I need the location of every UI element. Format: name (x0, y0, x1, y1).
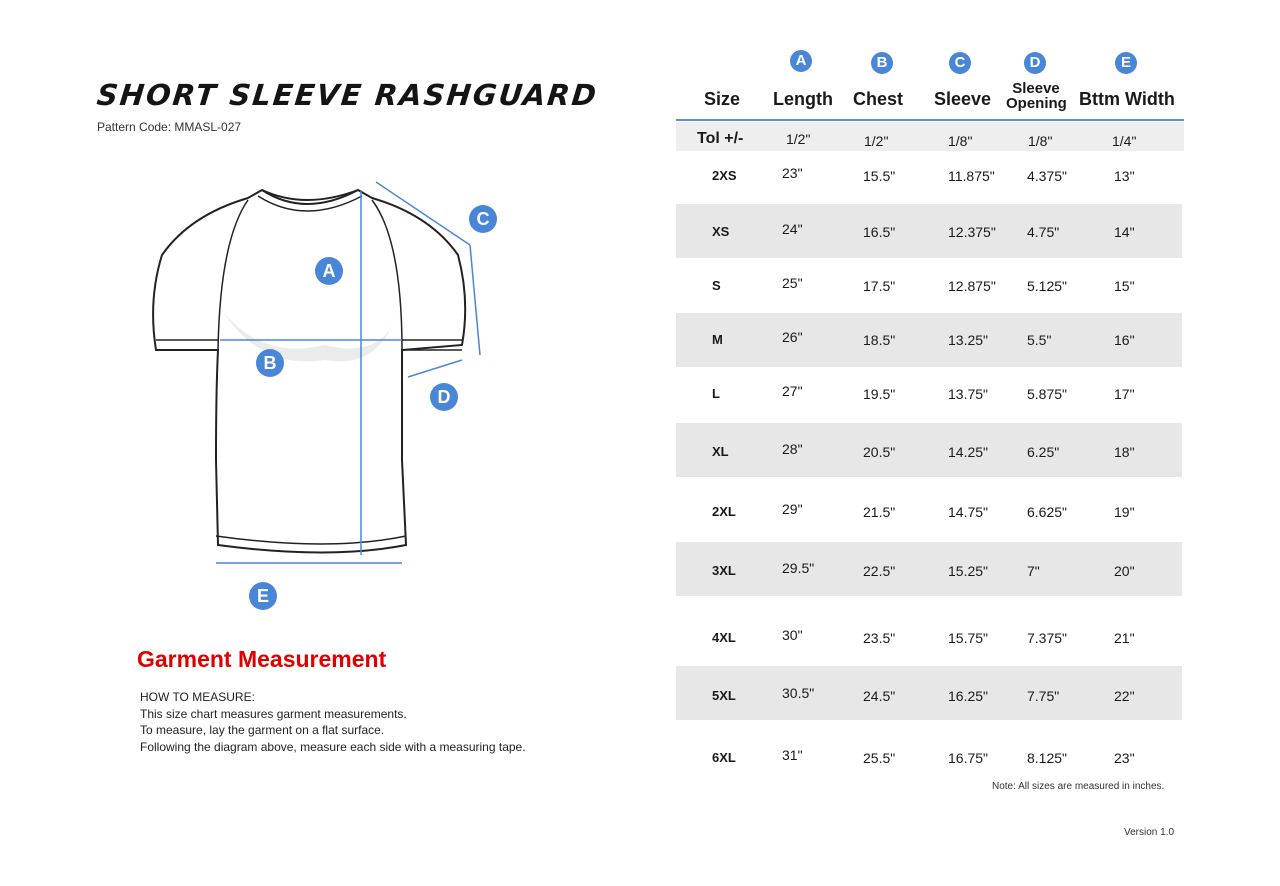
cell-length: 31" (782, 747, 803, 763)
cell-sleeve: 12.375" (948, 224, 996, 240)
cell-sleeve: 16.25" (948, 688, 989, 704)
shirt-outline (153, 190, 465, 553)
cell-sleeve: 14.75" (948, 504, 989, 520)
cell-length: 23" (782, 165, 803, 181)
header-badge-e: E (1115, 52, 1137, 74)
garment-diagram (140, 160, 520, 620)
header-sleeve: Sleeve (934, 89, 992, 109)
cell-sleeve-opening: 5.5" (1027, 332, 1052, 348)
cell-length: 24" (782, 221, 803, 237)
tolerance-bottom: 1/4" (1112, 133, 1137, 149)
cell-chest: 25.5" (863, 750, 896, 766)
cell-size: 4XL (712, 630, 736, 645)
cell-sleeve: 12.875" (948, 278, 996, 294)
diagram-label-b: B (256, 349, 284, 377)
table-row (676, 600, 1182, 666)
header-badge-c: C (949, 52, 971, 74)
cell-sleeve-opening: 8.125" (1027, 750, 1068, 766)
cell-size: M (712, 332, 723, 347)
cell-length: 29" (782, 501, 803, 517)
tolerance-length: 1/2" (786, 131, 811, 147)
cell-bottom-width: 15" (1114, 278, 1135, 294)
header-badge-a: A (790, 50, 812, 72)
cell-chest: 19.5" (863, 386, 896, 402)
cell-sleeve-opening: 6.25" (1027, 444, 1060, 460)
cell-length: 30.5" (782, 685, 815, 701)
table-row (676, 259, 1182, 313)
cell-sleeve-opening: 7.375" (1027, 630, 1068, 646)
cell-bottom-width: 16" (1114, 332, 1135, 348)
cell-bottom-width: 14" (1114, 224, 1135, 240)
cell-sleeve-opening: 7" (1027, 563, 1040, 579)
header-badge-b: B (871, 52, 893, 74)
measure-line-d (408, 360, 462, 377)
cell-sleeve: 14.25" (948, 444, 989, 460)
cell-bottom-width: 22" (1114, 688, 1135, 704)
cell-length: 30" (782, 627, 803, 643)
cell-sleeve-opening: 4.375" (1027, 168, 1068, 184)
cell-chest: 23.5" (863, 630, 896, 646)
diagram-label-a: A (315, 257, 343, 285)
cell-bottom-width: 19" (1114, 504, 1135, 520)
cell-length: 27" (782, 383, 803, 399)
header-size: Size (704, 89, 741, 109)
table-row (676, 204, 1182, 258)
rashguard-illustration (140, 160, 520, 620)
table-row (676, 150, 1182, 204)
diagram-label-c: C (469, 205, 497, 233)
cell-size: 2XL (712, 504, 736, 519)
page-title: SHORT SLEEVE RASHGUARD (95, 78, 600, 112)
cell-length: 29.5" (782, 560, 815, 576)
table-row (676, 722, 1182, 782)
how-to-line: Following the diagram above, measure each side with a measuring tape. (140, 739, 526, 754)
cell-sleeve: 13.25" (948, 332, 989, 348)
diagram-label-e: E (249, 582, 277, 610)
how-to-heading: HOW TO MEASURE: (140, 690, 255, 704)
cell-sleeve: 13.75" (948, 386, 989, 402)
table-row (676, 368, 1182, 422)
how-to-line: To measure, lay the garment on a flat surface. (140, 723, 385, 737)
cell-bottom-width: 23" (1114, 750, 1135, 766)
cell-size: 2XS (712, 168, 737, 183)
cell-bottom-width: 13" (1114, 168, 1135, 184)
cell-chest: 21.5" (863, 504, 896, 520)
cell-length: 26" (782, 329, 803, 345)
cell-chest: 15.5" (863, 168, 896, 184)
header-length: Length (773, 89, 833, 109)
how-to-line: This size chart measures garment measurements. (140, 706, 407, 721)
how-to-measure (140, 689, 526, 755)
cell-length: 25" (782, 275, 803, 291)
pattern-code: Pattern Code: MMASL-027 (97, 120, 242, 134)
tolerance-row (676, 122, 1184, 151)
table-row (676, 666, 1182, 720)
cell-length: 28" (782, 441, 803, 457)
header-bottom-width: Bttm Width (1079, 89, 1175, 109)
version-label: Version 1.0 (1124, 827, 1175, 838)
table-row (676, 423, 1182, 477)
cell-sleeve: 16.75" (948, 750, 989, 766)
cell-chest: 16.5" (863, 224, 896, 240)
cell-sleeve-opening: 7.75" (1027, 688, 1060, 704)
cell-bottom-width: 18" (1114, 444, 1135, 460)
cell-sleeve-opening: 5.875" (1027, 386, 1068, 402)
measure-line-c-side (470, 245, 480, 355)
cell-chest: 17.5" (863, 278, 896, 294)
cell-size: 5XL (712, 688, 736, 703)
cell-bottom-width: 21" (1114, 630, 1135, 646)
footnote: Note: All sizes are measured in inches. (992, 781, 1165, 792)
cell-size: S (712, 278, 721, 293)
table-row (676, 313, 1182, 367)
table-row (676, 542, 1182, 596)
cell-chest: 24.5" (863, 688, 896, 704)
tolerance-opening: 1/8" (1028, 133, 1053, 149)
header-badge-d: D (1024, 52, 1046, 74)
tolerance-label: Tol +/- (697, 130, 744, 147)
header-chest: Chest (853, 89, 904, 109)
cell-size: XS (712, 224, 730, 239)
garment-measurement-heading: Garment Measurement (137, 646, 387, 672)
cell-size: L (712, 386, 720, 401)
tolerance-sleeve: 1/8" (948, 133, 973, 149)
table-row (676, 478, 1182, 532)
cell-bottom-width: 17" (1114, 386, 1135, 402)
tolerance-chest: 1/2" (864, 133, 889, 149)
cell-sleeve: 15.25" (948, 563, 989, 579)
cell-chest: 22.5" (863, 563, 896, 579)
cell-sleeve-opening: 6.625" (1027, 504, 1068, 520)
cell-chest: 18.5" (863, 332, 896, 348)
header-divider (676, 119, 1184, 121)
cell-sleeve: 11.875" (948, 168, 995, 184)
cell-bottom-width: 20" (1114, 563, 1135, 579)
header-sleeve-opening: Sleeve Opening (1006, 80, 1067, 112)
cell-sleeve: 15.75" (948, 630, 989, 646)
cell-chest: 20.5" (863, 444, 896, 460)
cell-sleeve-opening: 4.75" (1027, 224, 1060, 240)
cell-size: 6XL (712, 750, 736, 765)
cell-sleeve-opening: 5.125" (1027, 278, 1068, 294)
diagram-label-d: D (430, 383, 458, 411)
cell-size: 3XL (712, 563, 736, 578)
cell-size: XL (712, 444, 729, 459)
